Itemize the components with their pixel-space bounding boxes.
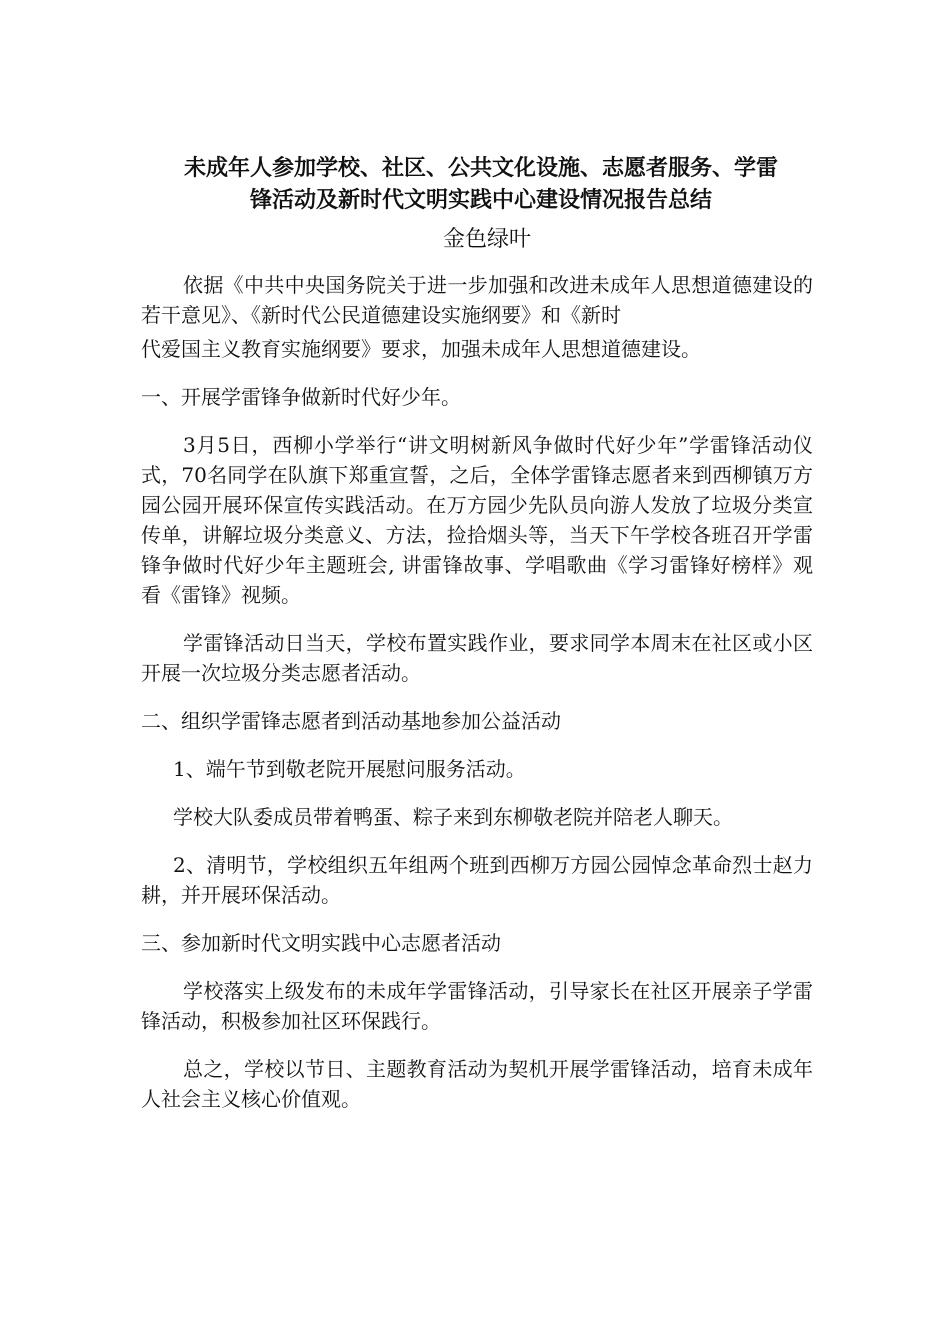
section-2-item-1-detail: 学校大队委成员带着鸭蛋、粽子来到东柳敬老院并陪老人聊天。 xyxy=(173,805,733,829)
section-1-paragraph-1: 3月5日，西柳小学举行“讲文明树新风争做时代好少年”学雷锋活动仪式，70名同学在队旗下郑重宣誓，之后，全体学雷锋志愿者来到西柳镇万方园公园开展环保宣传实践活动。在万方园少先队员向游人发放了垃圾分类宣传单，讲解垃圾分类意义、方法，捡拾烟头等，当天下午学校各班召开学雷锋争做时代好少年主题班会, 讲雷锋故事、学唱歌曲《学习雷锋好榜样》观看《雷锋》视频。 xyxy=(141,433,813,607)
section-3-paragraph-1: 学校落实上级发布的未成年学雷锋活动，引导家长在社区开展亲子学雷锋活动，积极参加社区环保践行。 xyxy=(141,979,813,1033)
section-2-item-2: 2、清明节，学校组织五年组两个班到西柳万方园公园悼念革命烈士赵力耕，并开展环保活动。 xyxy=(141,853,813,907)
title-line-1: 未成年人参加学校、社区、公共文化设施、志愿者服务、学雷 xyxy=(183,155,778,181)
author-name: 金色绿叶 xyxy=(442,227,531,252)
document-title xyxy=(141,152,813,216)
intro-paragraph-line-2: 代爱国主义教育实施纲要》要求，加强未成年人思想道德建设。 xyxy=(141,337,701,361)
section-1-paragraph-2: 学雷锋活动日当天，学校布置实践作业，要求同学本周末在社区或小区开展一次垃圾分类志愿者活动。 xyxy=(141,631,813,685)
title-line-2: 锋活动及新时代文明实践中心建设情况报告总结 xyxy=(249,187,712,213)
intro-paragraph-line-1: 依据《中共中央国务院关于进一步加强和改进未成年人思想道德建设的若干意见》、《新时代公民道德建设实施纲要》和《新时 xyxy=(141,273,813,327)
document-page xyxy=(141,152,813,1114)
section-2-item-1: 1、端午节到敬老院开展慰问服务活动。 xyxy=(173,757,526,781)
section-1-heading: 一、开展学雷锋争做新时代好少年。 xyxy=(141,385,461,409)
section-2-heading: 二、组织学雷锋志愿者到活动基地参加公益活动 xyxy=(141,709,561,733)
conclusion-paragraph: 总之，学校以节日、主题教育活动为契机开展学雷锋活动，培育未成年人社会主义核心价值观。 xyxy=(141,1057,813,1111)
section-3-heading: 三、参加新时代文明实践中心志愿者活动 xyxy=(141,931,501,955)
